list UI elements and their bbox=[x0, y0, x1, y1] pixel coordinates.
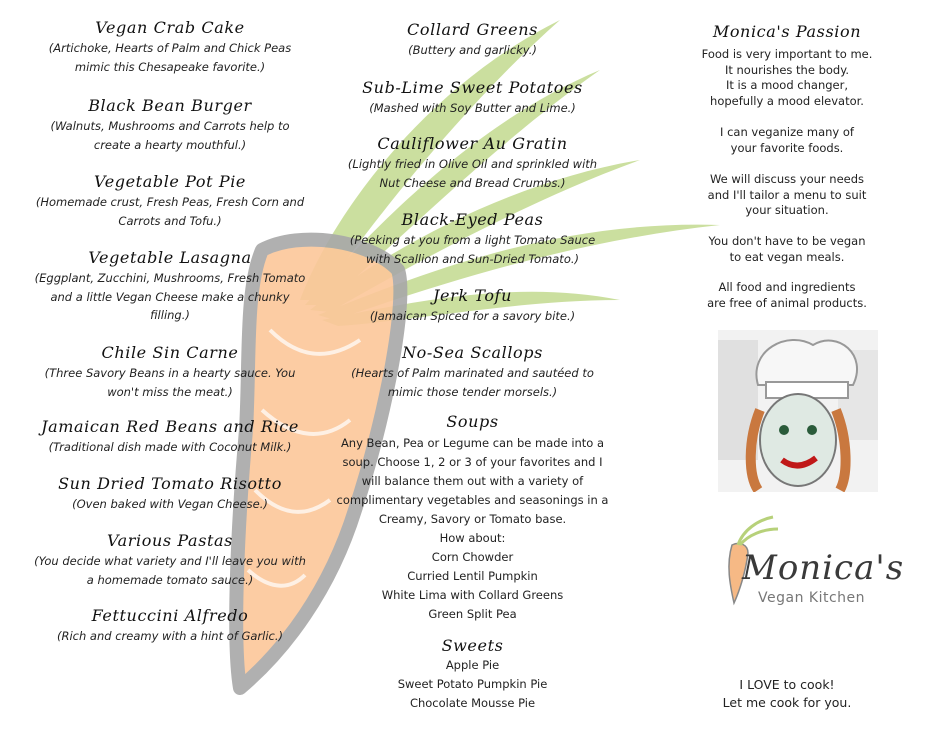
logo-wordmark: Monica's bbox=[742, 548, 905, 588]
menu-item-name: Various Pastas bbox=[106, 531, 233, 550]
soups-text-line: complimentary vegetables and seasonings in a bbox=[336, 493, 609, 507]
description-line: (Oven baked with Vegan Cheese.) bbox=[72, 497, 268, 511]
menu-item bbox=[20, 606, 320, 646]
soup-item: White Lima with Collard Greens bbox=[381, 588, 564, 602]
menu-item-name: Black-Eyed Peas bbox=[401, 210, 544, 229]
description-line: Carrots and Tofu.) bbox=[118, 213, 222, 228]
passion-line: are free of animal products. bbox=[707, 295, 867, 310]
description-line: (Hearts of Palm marinated and sautéed to bbox=[351, 366, 594, 380]
description-line: mimic those tender morsels.) bbox=[387, 384, 558, 399]
description-line: (Eggplant, Zucchini, Mushrooms, Fresh Tomato bbox=[34, 271, 306, 285]
menu-item-name: No-Sea Scallops bbox=[402, 343, 543, 362]
passion-line: and I'll tailor a menu to suit bbox=[707, 187, 867, 202]
sweets-section bbox=[330, 636, 615, 713]
description-line: Nut Cheese and Bread Crumbs.) bbox=[379, 175, 566, 190]
menu-item bbox=[20, 96, 320, 154]
menu-item bbox=[330, 286, 615, 326]
menu-item-description bbox=[20, 269, 320, 325]
passion-line: You don't have to be vegan bbox=[708, 234, 866, 248]
menu-item-name: Fettuccini Alfredo bbox=[91, 606, 249, 625]
passion-paragraph bbox=[696, 234, 878, 265]
passion-line: It nourishes the body. bbox=[724, 62, 850, 77]
menu-item bbox=[20, 343, 320, 401]
sweet-item: Chocolate Mousse Pie bbox=[409, 696, 536, 710]
menu-item-description bbox=[20, 39, 320, 76]
sweets-list bbox=[330, 656, 615, 713]
passion-paragraph bbox=[696, 280, 878, 311]
soups-text-line: Creamy, Savory or Tomato base. bbox=[378, 512, 567, 526]
passion-line: I can veganize many of bbox=[720, 125, 854, 139]
sweet-item: Sweet Potato Pumpkin Pie bbox=[397, 677, 548, 691]
menu-item-name: Collard Greens bbox=[407, 20, 538, 39]
menu-item bbox=[20, 531, 320, 589]
menu-item-name: Vegetable Pot Pie bbox=[94, 172, 246, 191]
menu-item-description bbox=[330, 99, 615, 118]
soups-title: Soups bbox=[446, 412, 499, 431]
sweet-item: Apple Pie bbox=[445, 658, 500, 672]
menu-item-name: Vegan Crab Cake bbox=[95, 18, 245, 37]
description-line: (Lightly fried in Olive Oil and sprinkled with bbox=[347, 157, 598, 171]
description-line: (Peeking at you from a light Tomato Sauce bbox=[349, 233, 596, 247]
closing-message bbox=[696, 676, 878, 712]
closing-line: Let me cook for you. bbox=[722, 695, 852, 710]
passion-paragraph bbox=[696, 47, 878, 109]
menu-item bbox=[20, 417, 320, 457]
menu-item-description bbox=[20, 193, 320, 230]
menu-item-name: Cauliflower Au Gratin bbox=[377, 134, 568, 153]
menu-item-description bbox=[20, 495, 320, 514]
menu-item bbox=[330, 20, 615, 60]
menu-item bbox=[330, 343, 615, 401]
passion-line: Food is very important to me. bbox=[701, 47, 873, 61]
description-line: won't miss the meat.) bbox=[107, 384, 233, 399]
description-line: (Mashed with Soy Butter and Lime.) bbox=[369, 101, 576, 115]
menu-item-description bbox=[20, 117, 320, 154]
soups-text-line: Any Bean, Pea or Legume can be made into a bbox=[340, 436, 605, 450]
menu-item bbox=[20, 248, 320, 325]
menu-item-description bbox=[330, 41, 615, 60]
menu-item-description bbox=[20, 364, 320, 401]
description-line: create a hearty mouthful.) bbox=[93, 137, 247, 152]
passion-line: hopefully a mood elevator. bbox=[710, 93, 864, 108]
passion-paragraph bbox=[696, 172, 878, 219]
description-line: (You decide what variety and I'll leave you with bbox=[34, 554, 306, 568]
passion-line: It is a mood changer, bbox=[725, 78, 849, 92]
description-line: (Homemade crust, Fresh Peas, Fresh Corn and bbox=[35, 195, 305, 209]
menu-item-name: Sun Dried Tomato Risotto bbox=[58, 474, 282, 493]
soup-item: Green Split Pea bbox=[428, 607, 517, 621]
description-line: a homemade tomato sauce.) bbox=[86, 572, 254, 587]
logo-subtitle: Vegan Kitchen bbox=[758, 590, 866, 606]
sweets-title: Sweets bbox=[441, 636, 504, 655]
passion-line: to eat vegan meals. bbox=[729, 249, 845, 264]
soups-text-line: will balance them out with a variety of bbox=[361, 474, 584, 488]
menu-item bbox=[20, 172, 320, 230]
menu-item-description bbox=[330, 155, 615, 192]
menu-item-description bbox=[20, 438, 320, 457]
soups-text-line: soup. Choose 1, 2 or 3 of your favorites and I bbox=[342, 455, 603, 469]
passion-line: We will discuss your needs bbox=[709, 172, 865, 186]
description-line: (Artichoke, Hearts of Palm and Chick Peas bbox=[48, 41, 292, 55]
description-line: (Walnuts, Mushrooms and Carrots help to bbox=[50, 119, 290, 133]
menu-item-description bbox=[20, 627, 320, 646]
description-line: (Jamaican Spiced for a savory bite.) bbox=[369, 309, 576, 323]
soup-item: Corn Chowder bbox=[431, 550, 514, 564]
passion-paragraph bbox=[696, 125, 878, 156]
soups-section bbox=[330, 412, 615, 624]
menu-item-name: Jamaican Red Beans and Rice bbox=[41, 417, 299, 436]
menu-item-name: Chile Sin Carne bbox=[101, 343, 239, 362]
description-line: mimic this Chesapeake favorite.) bbox=[74, 59, 266, 74]
menu-item bbox=[330, 78, 615, 118]
soup-item: Curried Lentil Pumpkin bbox=[407, 569, 538, 583]
passion-title bbox=[696, 22, 878, 42]
menu-item bbox=[330, 134, 615, 192]
menu-item-name: Sub-Lime Sweet Potatoes bbox=[362, 78, 583, 97]
soups-description bbox=[330, 434, 615, 529]
menu-item-description bbox=[20, 552, 320, 589]
menu-item-description bbox=[330, 364, 615, 401]
closing-line: I LOVE to cook! bbox=[739, 677, 835, 692]
menu-item bbox=[20, 18, 320, 76]
passion-line: your situation. bbox=[745, 203, 829, 217]
description-line: (Traditional dish made with Coconut Milk.) bbox=[48, 440, 292, 454]
passion-line: All food and ingredients bbox=[718, 280, 856, 294]
description-line: (Three Savory Beans in a hearty sauce. You bbox=[44, 366, 296, 380]
description-line: with Scallion and Sun-Dried Tomato.) bbox=[366, 251, 579, 266]
soups-list bbox=[330, 548, 615, 624]
menu-item bbox=[20, 474, 320, 514]
soups-how-about: How about: bbox=[439, 531, 506, 545]
menu-item bbox=[330, 210, 615, 268]
menu-item-description bbox=[330, 231, 615, 268]
passion-line: your favorite foods. bbox=[730, 140, 844, 155]
passion-heading: Monica's Passion bbox=[712, 22, 862, 41]
menu-item-description bbox=[330, 307, 615, 326]
menu-item-name: Vegetable Lasagna bbox=[88, 248, 252, 267]
description-line: (Buttery and garlicky.) bbox=[408, 43, 537, 57]
description-line: and a little Vegan Cheese make a chunky bbox=[50, 289, 290, 304]
menu-item-name: Jerk Tofu bbox=[432, 286, 512, 305]
menu-item-name: Black Bean Burger bbox=[88, 96, 252, 115]
description-line: filling.) bbox=[150, 308, 190, 322]
chef-portrait bbox=[718, 330, 878, 492]
description-line: (Rich and creamy with a hint of Garlic.) bbox=[56, 629, 284, 643]
